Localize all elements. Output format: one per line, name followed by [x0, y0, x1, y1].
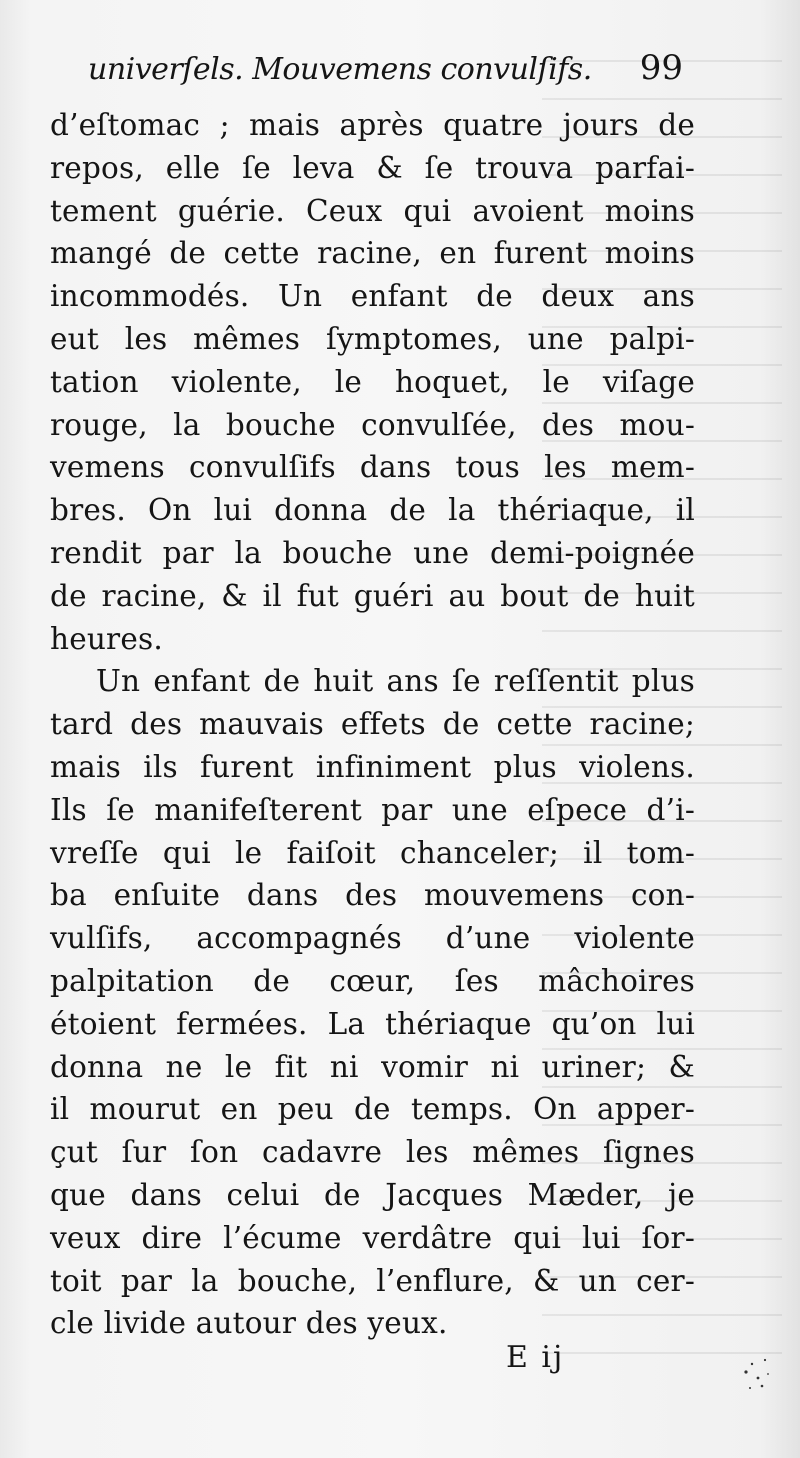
text-line: çut ſur ſon cadavre les mêmes ſignes: [50, 1135, 695, 1170]
text-line: toit par la bouche, l’enflure, & un cer-: [50, 1263, 695, 1298]
text-line: que dans celui de Jacques Mæder, je: [50, 1177, 695, 1212]
text-line: vreſſe qui le faiſoit chanceler; il tom-: [50, 835, 695, 870]
text-line: eut les mêmes ſymptomes, une palpi-: [50, 321, 695, 356]
text-line: Ils ſe manifeſterent par une eſpece d’i-: [50, 792, 695, 827]
text-line: vemens convulſifs dans tous les mem-: [50, 450, 695, 485]
text-line: mangé de cette racine, en furent moins: [50, 236, 695, 271]
text-line: cle livide autour des yeux.: [50, 1306, 448, 1341]
text-line: mais ils furent infiniment plus violens.: [50, 749, 695, 784]
paragraph-1: [50, 104, 695, 660]
text-line: bres. On lui donna de la thériaque, il: [50, 493, 695, 528]
text-line: tement guérie. Ceux qui avoient moins: [50, 193, 695, 228]
page-text-block: [50, 48, 695, 1345]
signature-mark: E ij: [506, 1340, 565, 1375]
text-line: donna ne le fit ni vomir ni uriner; &: [50, 1049, 695, 1084]
text-line: vulſifs, accompagnés d’une violente: [50, 921, 695, 956]
page-number: 99: [639, 48, 683, 88]
paragraph-2: [50, 660, 695, 1345]
text-line: il mourut en peu de temps. On apper-: [50, 1092, 695, 1127]
text-line: rendit par la bouche une demi-poignée: [50, 535, 695, 570]
text-line: Un enfant de huit ans ſe reſſentit plus: [96, 664, 695, 699]
running-head: [50, 48, 695, 104]
text-line: ba enſuite dans des mouvemens con-: [50, 878, 695, 913]
text-line: palpitation de cœur, ſes mâchoires: [50, 963, 695, 998]
text-line: tation violente, le hoquet, le viſage: [50, 364, 695, 399]
text-line: rouge, la bouche convulſée, des mou-: [50, 407, 695, 442]
text-line: veux dire l’écume verdâtre qui lui ſor-: [50, 1220, 695, 1255]
running-head-title: univerſels. Mouvemens convulſifs.: [88, 52, 592, 87]
text-line: heures.: [50, 621, 163, 656]
text-line: étoient fermées. La thériaque qu’on lui: [50, 1006, 695, 1041]
text-line: d’eſtomac ; mais après quatre jours de: [50, 108, 695, 142]
ink-specks-decoration: [738, 1352, 774, 1396]
text-line: incommodés. Un enfant de deux ans: [50, 279, 695, 314]
text-line: repos, elle ſe leva & ſe trouva parfai-: [50, 150, 695, 185]
text-line: tard des mauvais effets de cette racine;: [50, 707, 695, 742]
text-line: de racine, & il fut guéri au bout de huit: [50, 578, 695, 613]
